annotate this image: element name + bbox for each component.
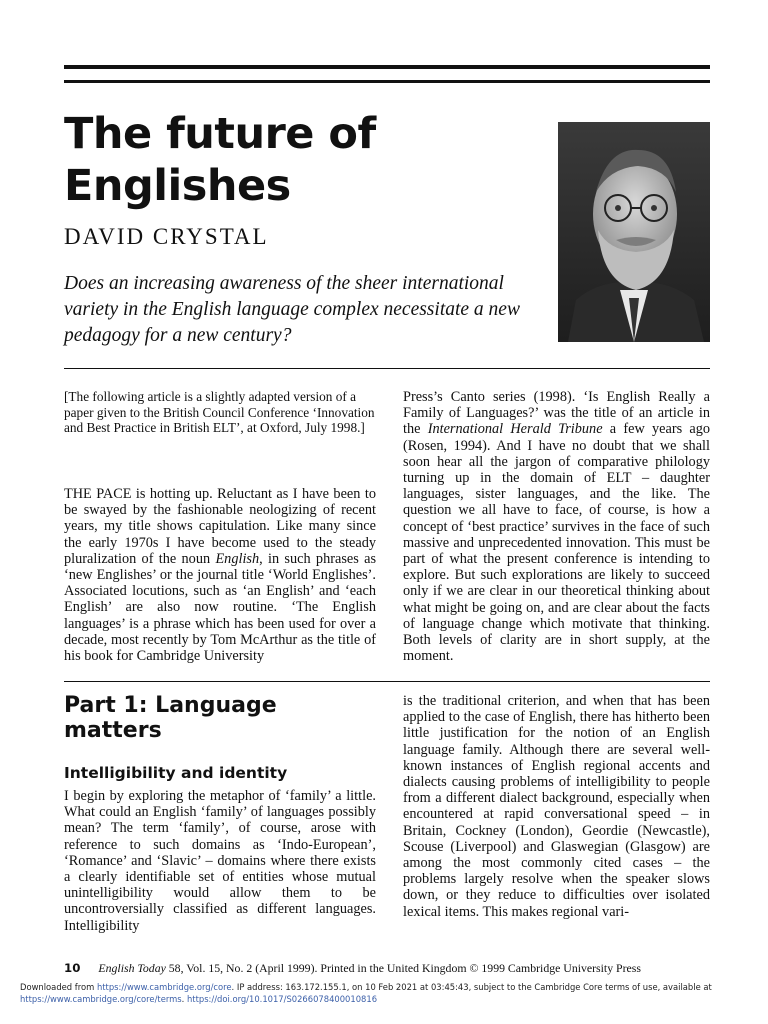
download-middle: . IP address: 163.172.155.1, on 10 Feb 2021 at 03:45:43, subject to the Cambridge Core terms of use, available at	[231, 982, 712, 992]
article-title	[64, 108, 534, 212]
intro-paragraph-1	[64, 486, 376, 664]
part-1-heading: Part 1: Language matters	[64, 693, 277, 743]
intro-text-a: THE PACE is hotting up. Reluctant as I have been to be swayed by the fashionable neologizing of recent years, my title shows capitulation. Like many since the early 1970s I have become used to the steady pluralization of the noun	[64, 486, 376, 567]
download-sep: .	[181, 994, 187, 1005]
intro-col2-em: International Herald Tribune	[427, 421, 603, 438]
header-divider	[64, 368, 710, 369]
intro-text-b: , in such phrases as ‘new Englishes’ or the journal title ‘World Englishes’. Associated locutions, such as ‘an English’ and ‘each English’ are also now routine. ‘The English languages’ is a phrase which has been used for over a decade, most recently by Tom McArthur as the title of his book for Cambridge University	[64, 550, 377, 665]
download-notice	[20, 981, 755, 1005]
section-divider	[64, 681, 710, 682]
author-photo	[558, 122, 710, 342]
download-prefix: Downloaded from	[20, 982, 95, 992]
part1-column-2	[403, 693, 710, 920]
cambridge-core-link[interactable]: https://www.cambridge.org/core	[96, 982, 232, 992]
section-subheading: Intelligibility and identity	[64, 764, 288, 782]
top-rule-thick	[64, 65, 710, 69]
article-title-line-1: The future of	[64, 109, 376, 159]
top-rule-thick-2	[64, 80, 710, 83]
intro-column-2	[403, 389, 710, 664]
intro-column-1	[64, 486, 376, 664]
page-footer	[64, 961, 724, 976]
page-number: 10	[64, 961, 81, 975]
part1-paragraph-1: I begin by exploring the metaphor of ‘family’ a little. What could an English ‘family’ of languages possibly mean? The term ‘family’, of course, arose with reference to such domains as ‘Indo-European’, ‘Romance’ and ‘Slavic’ – domains where there exists a clearly identifiable set of entities whose mutual unintelligibility would allow them to be uncontroversially classified as different languages. Intelligibility	[64, 788, 376, 934]
article-author: DAVID CRYSTAL	[64, 224, 269, 249]
journal-citation: 58, Vol. 15, No. 2 (April 1999). Printed in the United Kingdom © 1999 Cambridge University Press	[168, 961, 641, 975]
journal-name: English Today	[98, 961, 166, 975]
article-lede: Does an increasing awareness of the sheer international variety in the English language complex necessitate a new pedagogy for a new century?	[64, 273, 520, 346]
part1-column-1	[64, 788, 376, 934]
article-title-line-2: Englishes	[64, 161, 291, 211]
part1-paragraph-2: is the traditional criterion, and when that has been applied to the case of English, there has hitherto been little justification for the notion of an English language family. Although there are several well-known instances of English regional accents and dialects causing problems of intelligibility to people from a different dialect background, especially when encountered at rapid conversational speed – in Britain, Cockney (London), Geordie (Newcastle), Scouse (Liverpool) and Glaswegian (Glasgow) are among the most commonly cited cases – the problems largely resolve when the speaker slows down, or they reduce to difficulties over isolated lexical items. This makes regional vari-	[403, 693, 710, 920]
editorial-note: [The following article is a slightly adapted version of a paper given to the British Council Conference ‘Innovation and Best Practice in British ELT’, at Oxford, July 1998.]	[64, 389, 375, 435]
doi-link[interactable]: https://doi.org/10.1017/S0266078400010816	[187, 994, 378, 1005]
terms-link[interactable]: https://www.cambridge.org/core/terms	[20, 994, 182, 1005]
intro-col2-text-a: Press’s Canto series (1998). ‘Is English Really a Family of Languages?’ was the title of an article in the	[403, 389, 710, 438]
intro-em-english: English	[215, 550, 260, 567]
intro-col2-text-b: a few years ago (Rosen, 1994). And I have no doubt that we shall soon hear all the jargon of comparative philology turning up in the domain of ELT – daughter languages, sister languages, and the like. The question we all have to face, of course, is how a concept of ‘best practice’ survives in the face of such massive and unprecedented innovation. This must be part of what the present conference is intending to explore. But such explorations are likely to succeed only if we are clear in our theoretical thinking about what might be going on, and are clear about the facts of language change which motivate that thinking. Both levels of clarity are in short supply, at the moment.	[403, 421, 711, 665]
intro-paragraph-2	[403, 389, 710, 664]
